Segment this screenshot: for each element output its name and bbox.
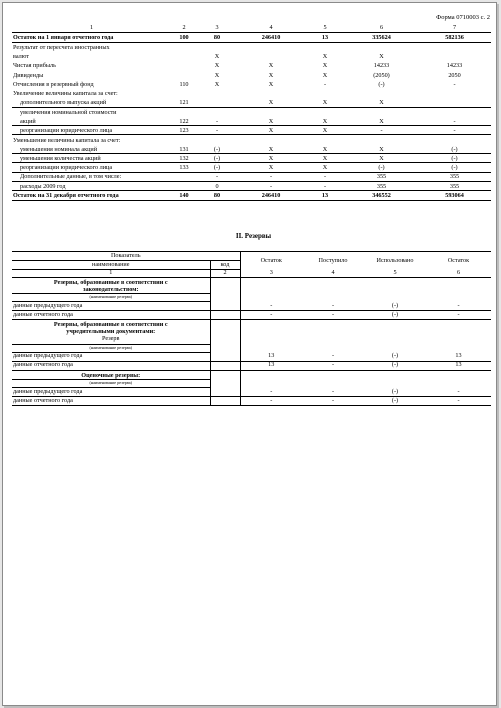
cell-value [197,98,237,107]
table-row [12,32,491,42]
blank-cell [426,380,491,388]
row-code [210,388,240,397]
row-label: данные предыдущего года [12,388,210,397]
row-label: Остаток на 1 января отчетного года [12,32,171,42]
table-row [12,181,491,190]
reserve-subtitle: (наименование резерва) [12,344,210,352]
table-row [12,126,491,135]
cell-value: (-) [364,311,426,320]
row-label: Дивиденды [13,71,44,79]
row-label: Уменьшение величины капитала за счет: [13,136,121,144]
table-row [12,191,491,200]
header-code: код [210,261,240,270]
cell-value [305,88,345,97]
row-label: уменьшения количества акций [12,154,171,163]
cell-value: (-) [197,144,237,153]
table-row [12,79,491,88]
cell-value: X [214,80,220,88]
cell-value: 80 [197,191,237,200]
row-code: 123 [171,126,197,135]
column-number: 5 [305,24,345,32]
row-code [171,61,197,70]
column-number: 6 [345,24,418,32]
row-label: реорганизации юридического лица [12,163,171,172]
cell-value [237,135,305,144]
document-page [2,2,497,706]
table-row [12,51,491,60]
table-row [12,397,491,406]
cell-value: (-) [418,144,491,153]
row-label: данные отчетного года [12,311,210,320]
reserves-header-row [12,252,491,261]
cell-value: 593064 [418,191,491,200]
row-code [171,70,197,79]
code-cell [210,320,240,336]
cell-value [345,88,418,97]
table-row [12,98,491,107]
cell-value: (-) [197,154,237,163]
cell-value: (-) [364,397,426,406]
table-row [12,42,491,51]
cell-value [305,42,345,51]
code-cell [210,380,240,388]
blank-cell [426,370,491,380]
row-code [210,397,240,406]
cell-value: 2050 [448,71,461,79]
code-cell [210,294,240,302]
row-code [210,311,240,320]
cell-value [418,107,491,116]
cell-value: X [305,126,345,135]
table-row [12,302,491,311]
blank-cell [240,370,302,380]
table-row [12,88,491,97]
cell-value: 355 [418,172,491,181]
cell-value: - [345,126,418,135]
cell-value [237,88,305,97]
cell-value: (-) [364,352,426,361]
reserve-name-row [12,335,491,344]
cell-value: 14233 [446,62,463,70]
reserve-subtitle: (наименование резерва) [12,380,210,388]
cell-value [345,107,418,116]
cell-value: X [268,80,274,88]
cell-value: (-) [418,154,491,163]
column-number: 2 [171,24,197,32]
cell-value: 13 [426,361,491,370]
cell-value: 13 [305,32,345,42]
cell-value: - [240,388,302,397]
cell-value: - [323,80,327,88]
cell-value [418,98,491,107]
row-code: 131 [171,144,197,153]
cell-value: (-) [345,163,418,172]
column-numbers-row [12,270,491,278]
cell-value: - [302,397,364,406]
cell-value: - [240,302,302,311]
row-code [210,302,240,311]
code-cell [210,278,240,294]
column-number: 7 [418,24,491,32]
cell-value: X [214,71,220,79]
row-label: Остаток на 31 декабря отчетного года [12,191,171,200]
cell-value: - [240,397,302,406]
cell-value: X [237,154,305,163]
form-code: Форма 0710003 с. 2 [436,14,490,21]
cell-value: 355 [418,181,491,190]
cell-value: 246410 [237,32,305,42]
row-code: 140 [171,191,197,200]
cell-value: - [418,126,491,135]
code-cell [210,335,240,344]
row-code [171,181,197,190]
row-label: акций [12,116,171,125]
table-row [12,154,491,163]
cell-value: 14233 [373,62,390,70]
reserve-name: Резерв [102,335,120,342]
row-label: дополнительного выпуска акций [12,98,171,107]
row-code [171,172,197,181]
cell-value [418,135,491,144]
cell-value: (-) [364,302,426,311]
cell-value: - [302,361,364,370]
cell-value: - [453,80,456,88]
cell-value: X [214,62,220,70]
blank-cell [364,344,426,352]
row-code: 133 [171,163,197,172]
cell-value: - [197,172,237,181]
cell-value: X [237,98,305,107]
row-label: Чистая прибыль [13,62,56,70]
cell-value: X [237,163,305,172]
reserve-subtitle-row [12,344,491,352]
capital-changes-table [12,24,491,201]
cell-value [197,88,237,97]
cell-value: X [345,116,418,125]
row-label: данные предыдущего года [12,302,210,311]
blank-cell [364,370,426,380]
cell-value: 13 [305,191,345,200]
header-received: Поступило [302,252,364,270]
table-row [12,352,491,361]
cell-value: - [426,311,491,320]
cell-value [237,51,305,60]
column-numbers-row [12,24,491,32]
header-balance-start: Остаток [240,252,302,270]
blank-cell [364,380,426,388]
table-row [12,116,491,125]
row-label: Увеличение величины капитала за счет: [13,90,118,98]
column-number: 2 [210,270,240,278]
table-row [12,70,491,79]
cell-value: X [237,116,305,125]
reserves-table [12,251,491,406]
header-used: Использовано [364,252,426,270]
cell-value [197,107,237,116]
table-row [12,61,491,70]
cell-value [345,42,418,51]
row-code: 122 [171,116,197,125]
cell-value: - [197,116,237,125]
column-number: 5 [364,270,426,278]
cell-value: X [305,116,345,125]
row-code [171,107,197,116]
cell-value: 335624 [345,32,418,42]
reserve-subtitle-row [12,380,491,388]
cell-value: X [322,53,328,61]
cell-value: X [237,144,305,153]
row-code [171,135,197,144]
blank-cell [302,380,364,388]
blank-cell [302,278,364,294]
cell-value: X [214,53,220,61]
row-code [210,352,240,361]
row-label: уменьшения номинала акций [12,144,171,153]
row-code [171,88,197,97]
row-code [171,42,197,51]
column-number: 6 [426,270,491,278]
cell-value: X [379,53,384,61]
table-row [12,172,491,181]
table-row [12,388,491,397]
blank-cell [302,294,364,302]
cell-value: - [418,116,491,125]
column-number: 4 [302,270,364,278]
reserve-group-title-row [12,370,491,380]
cell-value [345,135,418,144]
row-label: увеличения номинальной стоимости [20,108,117,116]
cell-value: - [305,181,345,190]
code-cell [210,344,240,352]
blank-cell [302,344,364,352]
blank-cell [302,320,364,336]
cell-value: (-) [197,163,237,172]
blank-cell [302,370,364,380]
row-label: валют [13,53,29,61]
cell-value: - [426,388,491,397]
cell-value: 13 [240,352,302,361]
table-row [12,163,491,172]
reserve-subtitle: (наименование резерва) [12,294,210,302]
column-number: 1 [12,270,210,278]
table-row [12,311,491,320]
reserve-subtitle-row [12,294,491,302]
reserve-group-title-row [12,278,491,294]
row-label: расходы 2009 год [12,181,171,190]
cell-value: - [305,172,345,181]
cell-value: (-) [418,163,491,172]
cell-value: X [322,62,328,70]
column-number: 3 [240,270,302,278]
table-row [12,361,491,370]
blank-cell [426,335,491,344]
cell-value: 355 [345,181,418,190]
row-label: реорганизации юридического лица [12,126,171,135]
cell-value: (-) [364,388,426,397]
blank-cell [240,380,302,388]
cell-value: X [345,154,418,163]
column-number: 3 [197,24,237,32]
row-label: данные предыдущего года [12,352,210,361]
cell-value [418,88,491,97]
cell-value [305,135,345,144]
cell-value: - [426,302,491,311]
header-balance-end: Остаток [426,252,491,270]
cell-value: - [302,352,364,361]
cell-value: X [268,62,274,70]
cell-value: - [426,397,491,406]
blank-cell [240,344,302,352]
row-code [171,51,197,60]
table-row [12,144,491,153]
blank-cell [426,278,491,294]
header-name: наименование [12,261,210,270]
section-title: II. Резервы [235,232,272,240]
cell-value: - [197,126,237,135]
cell-value: X [268,71,274,79]
blank-cell [240,320,302,336]
blank-cell [302,335,364,344]
code-cell [210,370,240,380]
cell-value: - [240,311,302,320]
cell-value: - [302,302,364,311]
cell-value [305,107,345,116]
column-number: 1 [12,24,171,32]
table-row [12,135,491,144]
cell-value: 13 [426,352,491,361]
row-label: Результат от пересчета иностранных [13,43,110,51]
row-code: 121 [171,98,197,107]
cell-value [197,42,237,51]
table-row [12,107,491,116]
row-label: данные отчетного года [12,397,210,406]
cell-value: 0 [197,181,237,190]
cell-value: X [305,163,345,172]
cell-value: 13 [240,361,302,370]
cell-value: (-) [378,80,385,88]
cell-value [418,51,491,60]
blank-cell [364,320,426,336]
blank-cell [240,335,302,344]
row-label: данные отчетного года [12,361,210,370]
cell-value: 355 [345,172,418,181]
cell-value: - [302,388,364,397]
cell-value: 246410 [237,191,305,200]
blank-cell [364,294,426,302]
cell-value: (2050) [373,71,390,79]
blank-cell [426,344,491,352]
reserve-group-title: Оценочные резервы: [81,371,141,379]
row-code: 132 [171,154,197,163]
blank-cell [426,294,491,302]
row-code [210,361,240,370]
cell-value: - [237,172,305,181]
blank-cell [364,278,426,294]
cell-value: - [237,181,305,190]
blank-cell [426,320,491,336]
reserve-group-title: Резервы, образованные в соответствии с законодательством: [53,279,168,293]
cell-value [237,42,305,51]
cell-value: X [305,144,345,153]
reserve-group-title-row [12,320,491,336]
cell-value [237,107,305,116]
row-code: 110 [179,80,189,88]
cell-value: X [305,98,345,107]
cell-value: X [305,154,345,163]
blank-cell [240,294,302,302]
cell-value: X [322,71,328,79]
cell-value: 346552 [345,191,418,200]
cell-value: (-) [364,361,426,370]
cell-value: X [345,98,418,107]
row-code: 100 [171,32,197,42]
blank-cell [240,278,302,294]
reserve-group-title: Резервы, образованные в соответствии с учредительными документами: [53,321,168,335]
row-label: Дополнительные данные, в том числе: [12,172,171,181]
header-indicator: Показатель [12,252,240,261]
row-label: Отчисления в резервный фонд [13,80,94,88]
blank-cell [364,335,426,344]
cell-value: X [345,144,418,153]
cell-value: - [302,311,364,320]
cell-value: X [237,126,305,135]
cell-value: 80 [197,32,237,42]
cell-value [418,42,491,51]
cell-value [197,135,237,144]
cell-value: 582136 [418,32,491,42]
column-number: 4 [237,24,305,32]
